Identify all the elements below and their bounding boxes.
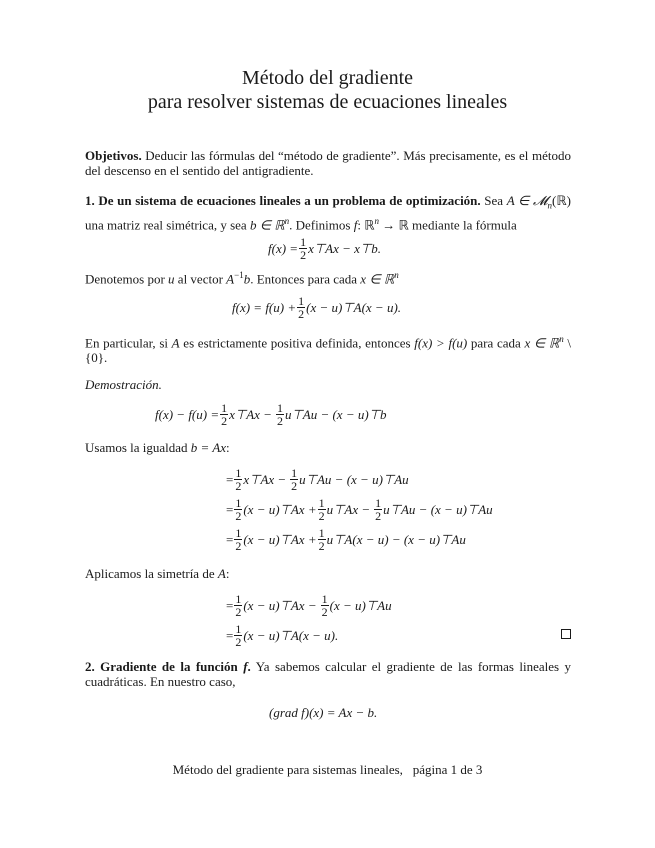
frac-num: 1 <box>300 235 307 249</box>
objectives-paragraph <box>85 148 571 178</box>
frac-num: 1 <box>221 401 228 415</box>
math-run: x ∈ ℝ <box>524 335 560 351</box>
text-run: . Definimos <box>289 216 354 232</box>
eq-term: u⊤Au − (x − u)⊤b <box>284 406 387 422</box>
math-run: : ℝ <box>357 216 375 232</box>
eq-lhs: f(x) = <box>268 240 299 256</box>
eq-rhs: x⊤Ax − x⊤b. <box>308 240 381 256</box>
eq-term: x⊤Ax − <box>243 471 287 487</box>
frac-num: 1 <box>318 526 325 540</box>
text-run: → ℝ mediante la fórmula <box>379 216 517 232</box>
text-run: (ℝ) una matriz real simétrica, y sea <box>85 193 572 232</box>
fraction-half <box>318 527 326 552</box>
eq-term: u⊤Ax − <box>326 501 371 517</box>
text-run: es estrictamente positiva definida, entonces <box>179 335 415 351</box>
eq-sign: = <box>226 627 234 643</box>
math-run: b = Ax <box>190 440 227 455</box>
particular-paragraph <box>85 332 571 365</box>
eq-lhs: f(x) − f(u) = <box>155 406 220 422</box>
frac-num: 1 <box>235 496 242 510</box>
math-run: A ∈ 𝓜 <box>506 193 548 208</box>
fraction-half <box>290 467 298 492</box>
equation-symmetry-1 <box>226 593 392 618</box>
text-run: al vector <box>174 271 227 287</box>
frac-num: 1 <box>321 592 328 606</box>
fraction-half <box>234 623 242 648</box>
page-footer <box>0 762 655 778</box>
frac-num: 1 <box>235 526 242 540</box>
frac-den: 2 <box>276 414 283 428</box>
section1-intro <box>85 193 571 232</box>
fraction-half <box>234 593 242 618</box>
fraction-half <box>234 467 242 492</box>
fraction-half <box>321 593 329 618</box>
text-run: Aplicamos la simetría de <box>85 566 218 581</box>
text-run: Denotemos por <box>85 271 169 287</box>
math-run: A <box>217 566 226 581</box>
frac-num: 1 <box>276 401 283 415</box>
math-run: x ∈ ℝ <box>360 271 395 287</box>
text-run: : <box>225 566 230 581</box>
frac-num: 1 <box>291 466 298 480</box>
frac-num: 1 <box>235 592 242 606</box>
text-run: : <box>226 440 230 455</box>
math-run: u <box>168 271 175 287</box>
math-sup: n <box>284 215 290 226</box>
frac-den: 2 <box>235 539 242 553</box>
math-sub: n <box>547 200 553 211</box>
fraction-half <box>299 236 307 261</box>
eq-term: (x − u)⊤Au <box>329 597 392 613</box>
equation-f-definition <box>268 236 381 261</box>
eq-sign: = <box>226 471 234 487</box>
math-run: \ {0}. <box>85 335 571 366</box>
math-run: f(x) > f(u) <box>414 335 468 351</box>
equation-line-1 <box>226 467 409 492</box>
eq-sign: = <box>226 501 234 517</box>
math-run: f <box>353 216 358 232</box>
eq-term: u⊤Au − (x − u)⊤Au <box>383 501 493 517</box>
frac-den: 2 <box>298 307 305 321</box>
fraction-half <box>234 527 242 552</box>
frac-num: 1 <box>235 466 242 480</box>
math-run: b <box>243 271 251 287</box>
math-sup: n <box>559 334 564 344</box>
equation-line-2 <box>226 497 493 522</box>
eq-lhs: f(x) = f(u) + <box>232 299 297 315</box>
eq-term: (x − u)⊤Ax + <box>243 531 317 547</box>
text-run: Sea <box>480 193 507 208</box>
frac-num: 1 <box>375 496 382 510</box>
fraction-half <box>318 497 326 522</box>
eq-term: u⊤Au − (x − u)⊤Au <box>299 471 409 487</box>
math-sup: n <box>374 215 380 226</box>
math-sup: −1 <box>234 270 244 280</box>
eq-term: (x − u)⊤A(x − u). <box>243 627 339 643</box>
math-sup: n <box>394 270 399 280</box>
section2-heading-f: f <box>243 659 248 674</box>
eq-term: (x − u)⊤Ax + <box>243 501 317 517</box>
frac-den: 2 <box>235 605 242 619</box>
equation-gradient <box>269 705 377 721</box>
math-run: A <box>226 271 235 287</box>
frac-den: 2 <box>235 479 242 493</box>
eq-term: u⊤A(x − u) − (x − u)⊤Au <box>326 531 466 547</box>
frac-den: 2 <box>375 509 382 523</box>
section2-heading: 2. Gradiente de la función <box>85 659 244 674</box>
denote-paragraph <box>85 268 571 286</box>
frac-num: 1 <box>318 496 325 510</box>
section1-heading: 1. De un sistema de ecuaciones lineales a un problema de optimización. <box>85 193 481 208</box>
frac-den: 2 <box>221 414 228 428</box>
math-run: b ∈ ℝ <box>249 216 285 232</box>
fraction-half <box>234 497 242 522</box>
proof-label: Demostración. <box>85 377 162 392</box>
eq-term: (x − u)⊤Ax − <box>243 597 317 613</box>
use-equality-paragraph <box>85 440 571 455</box>
frac-den: 2 <box>300 248 307 262</box>
fraction-half <box>220 402 228 427</box>
eq-rhs: (x − u)⊤A(x − u). <box>306 299 402 315</box>
frac-num: 1 <box>235 622 242 636</box>
fraction-half <box>276 402 284 427</box>
footer-title: Método del gradiente para sistemas lineales, <box>172 762 403 777</box>
text-run: . Entonces para cada <box>250 271 361 287</box>
qed-square-icon <box>561 629 571 639</box>
symmetry-paragraph <box>85 566 571 581</box>
document-title-line1: Método del gradiente <box>241 67 414 89</box>
section2-heading-end: . <box>247 659 251 674</box>
math-run: A <box>171 335 180 351</box>
equation-f-u <box>232 295 401 320</box>
eq-term: x⊤Ax − <box>229 406 272 422</box>
fraction-half <box>297 295 305 320</box>
equation-line-3 <box>226 527 466 552</box>
text-run: Usamos la igualdad <box>85 440 191 455</box>
text-run: para cada <box>467 335 525 351</box>
document-title-line2: para resolver sistemas de ecuaciones lineales <box>147 91 508 113</box>
frac-den: 2 <box>321 605 328 619</box>
equation-symmetry-2 <box>226 623 338 648</box>
objectives-label: Objetivos. <box>85 148 142 163</box>
frac-den: 2 <box>318 509 325 523</box>
eq-sign: = <box>226 531 234 547</box>
objectives-text: Deducir las fórmulas del “método de gradiente”. Más precisamente, es el método del descenso en el sentido del antigradiente. <box>85 148 571 178</box>
frac-den: 2 <box>235 509 242 523</box>
frac-num: 1 <box>298 294 305 308</box>
text-run: En particular, si <box>85 335 172 351</box>
eq-gradient: (grad f)(x) = Ax − b. <box>269 705 378 720</box>
section2-text: Ya sabemos calcular el gradiente de las formas lineales y cuadráticas. En nuestro caso, <box>85 659 571 689</box>
frac-den: 2 <box>318 539 325 553</box>
page-number: página 1 de 3 <box>412 762 483 777</box>
eq-sign: = <box>226 597 234 613</box>
fraction-half <box>374 497 382 522</box>
section2-paragraph <box>85 659 571 689</box>
equation-difference <box>155 402 387 427</box>
frac-den: 2 <box>291 479 298 493</box>
frac-den: 2 <box>235 635 242 649</box>
